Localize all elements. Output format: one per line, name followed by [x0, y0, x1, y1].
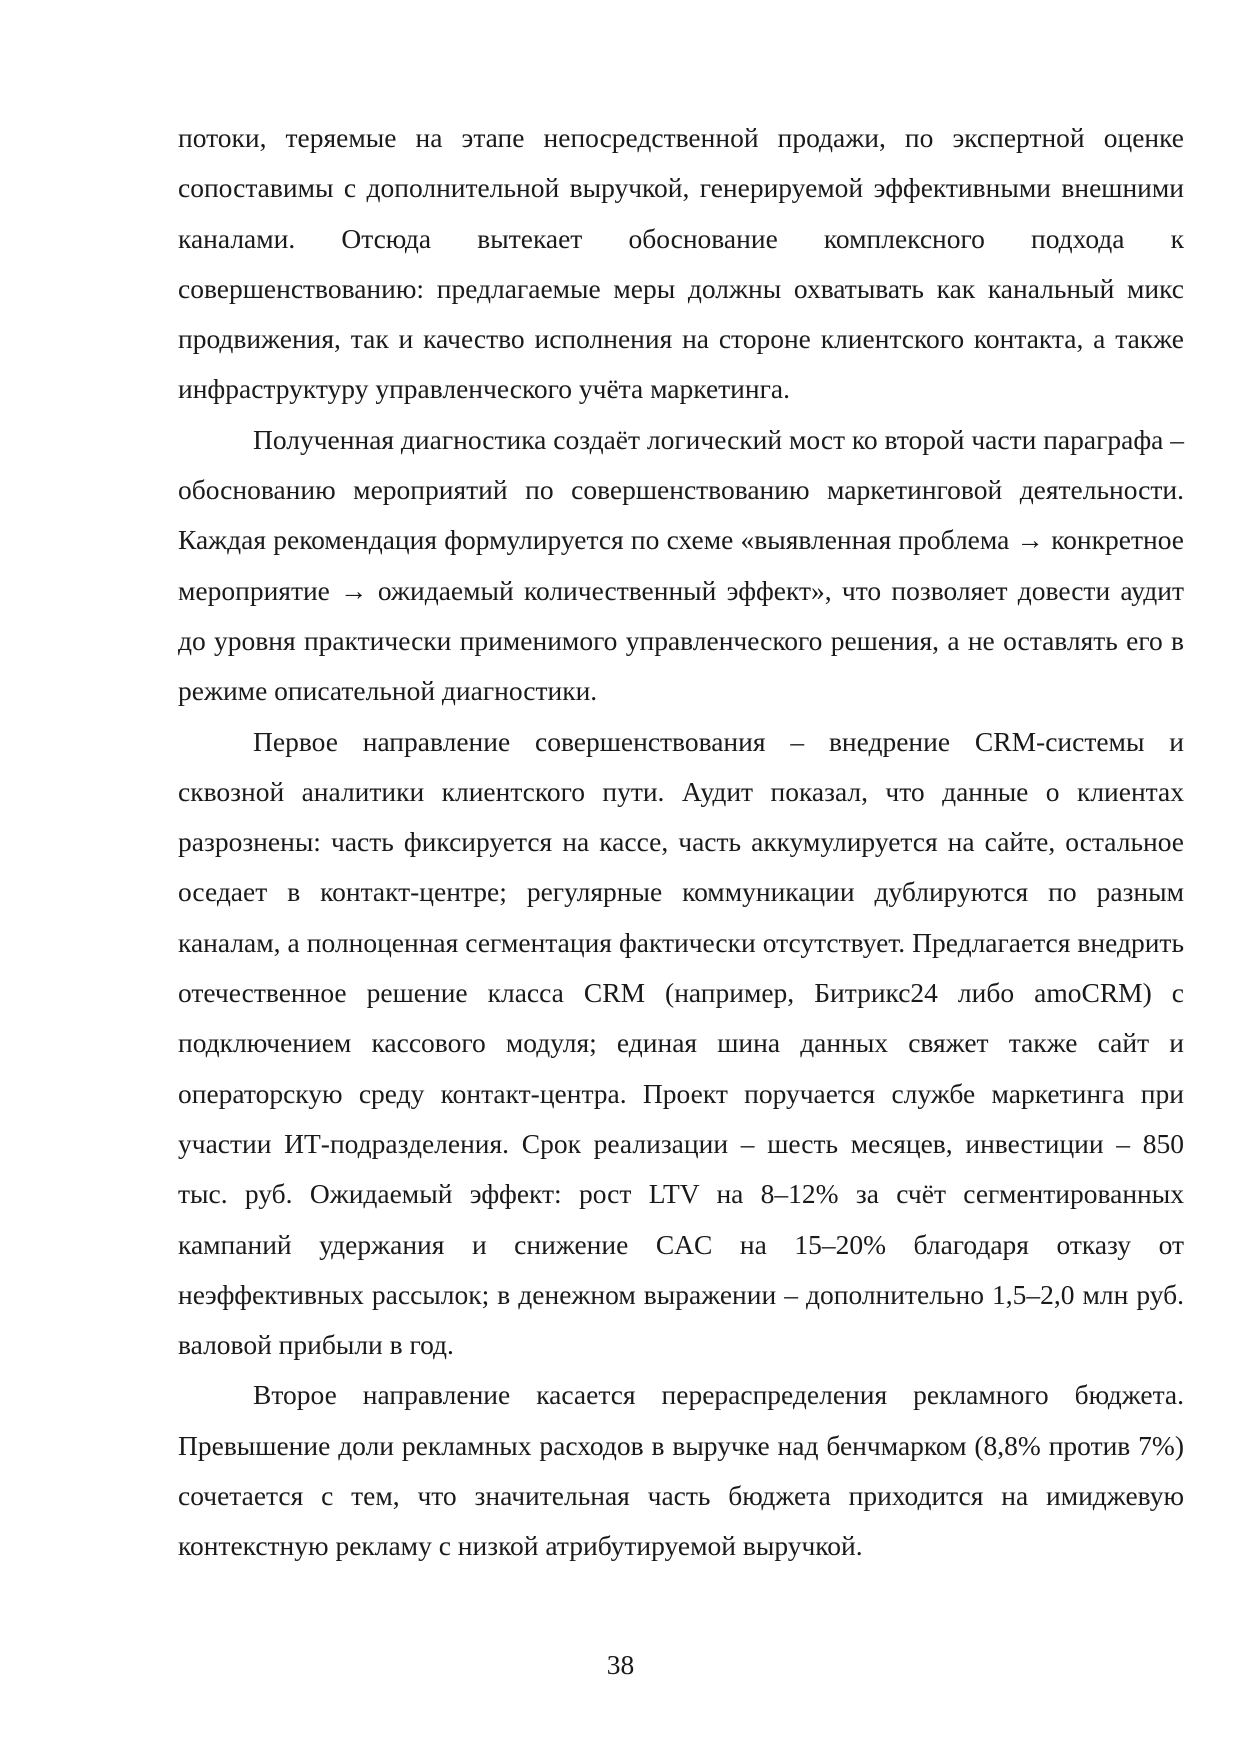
paragraph-3: Первое направление совершенствования – внедрение CRM-системы и сквозной аналитики клиентского пути. Аудит показал, что данные о клиентах разрознены: часть фиксируется на кассе, часть аккумулируется на сайте, остальное оседает в контакт-центре; регулярные коммуникации дублируются по разным каналам, а полноценная сегментация фактически отсутствует. Предлагается внедрить отечественное решение класса CRM (например, Битрикс24 либо amoCRM) с подключением кассового модуля; единая шина данных свяжет также сайт и операторскую среду контакт-центра. Проект поручается службе маркетинга при участии ИТ-подразделения. Срок реализации – шесть месяцев, инвестиции – 850 тыс. руб. Ожидаемый эффект: рост LTV на 8–12% за счёт сегментированных кампаний удержания и снижение CAC на 15–20% благодаря отказу от неэффективных рассылок; в денежном выражении – дополнительно 1,5–2,0 млн руб. валовой прибыли в год. — [178, 725, 1184, 1361]
paragraph-4: Второе направление касается перераспределения рекламного бюджета. Превышение доли рекламных расходов в выручке над бенчмарком (8,8% против 7%) сочетается с тем, что значительная часть бюджета приходится на имиджевую контекстную рекламу с низкой атрибутируемой выручкой. — [178, 1379, 1184, 1562]
document-page — [178, 113, 1184, 1572]
paragraph-1: потоки, теряемые на этапе непосредственной продажи, по экспертной оценке сопоставимы с дополнительной выручкой, генерируемой эффективными внешними каналами. Отсюда вытекает обоснование комплексного подхода к совершенствованию: предлагаемые меры должны охватывать как канальный микс продвижения, так и качество исполнения на стороне клиентского контакта, а также инфраструктуру управленческого учёта маркетинга. — [178, 122, 1184, 405]
page-number: 38 — [606, 1649, 635, 1680]
paragraph-2: Полученная диагностика создаёт логический мост ко второй части параграфа – обоснованию мероприятий по совершенствованию маркетинговой деятельности. Каждая рекомендация формулируется по схеме «выявленная проблема → конкретное мероприятие → ожидаемый количественный эффект», что позволяет довести аудит до уровня практически применимого управленческого решения, а не оставлять его в режиме описательной диагностики. — [178, 423, 1184, 707]
